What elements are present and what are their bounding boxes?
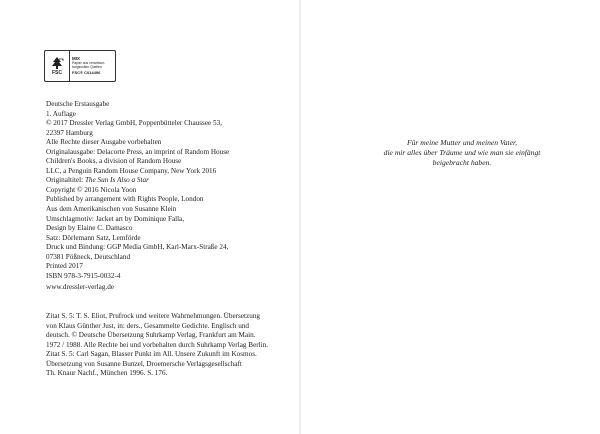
imprint-line: Design by Elaine C. Damasco [46,224,133,233]
original-title-line [46,176,286,186]
imprint-line: 1. Auflage [46,109,76,118]
imprint-line: Satz: Dörlemann Satz, Lemförde [46,233,141,242]
imprint-line: Originalausgabe: Delacorte Press, an imprint of Random House [46,147,230,156]
quote-credit-line: Th. Knaur Nachf., München 1996. S. 176. [46,369,168,378]
fsc-line-2: tungsvollen Quellen [72,64,102,69]
dedication [362,138,562,167]
dedication-line: beigebracht haben. [432,157,492,167]
quote-credit-line: 1972 / 1988. Alle Rechte bei und vorbehalten durch Suhrkamp Verlag Berlin. [46,340,269,349]
quote-credit-line: von Klaus Günther Just, in: ders., Gesammelte Gedichte. Englisch und [46,321,250,330]
fsc-mix-label: MIX [72,56,81,62]
imprint-line: 07381 Pößneck, Deutschland [46,252,131,261]
original-title-label: Originaltitel: [46,176,85,185]
fsc-brand: FSC [52,70,62,76]
imprint-line: Copyright © 2016 Nicola Yoon [46,185,137,194]
imprint-line: Druck und Bindung: GGP Media GmbH, Karl-Marx-Straße 24, [46,243,229,252]
fsc-label-block [70,51,115,81]
quote-credits-block [46,312,286,379]
dedication-line: die mir alles über Träume und wie man sie einfängt [383,147,541,157]
page-gutter [299,0,301,434]
quote-credit-line: Zitat S. 5: T. S. Eliot, Prufrock und weitere Wahrnehmungen. Übersetzung [46,312,261,320]
fsc-logo [44,50,116,82]
imprint-line: Aus dem Amerikanischen von Susanne Klein [46,205,177,214]
imprint-line: Alle Rechte dieser Ausgabe vorbehalten [46,138,162,147]
imprint-block [46,100,286,281]
imprint-line: © 2017 Dressler Verlag GmbH, Poppenbütteler Chaussee 53, [46,119,222,128]
imprint-line: Printed 2017 [46,262,83,271]
quote-credit-line: Übersetzung von Susanne Bunzel, Droemersche Verlagsgesellschaft [46,359,242,368]
original-title: The Sun Is Also a Star [84,176,149,185]
fsc-tree-icon [45,51,70,81]
imprint-line: Umschlagmotiv: Jacket art by Dominique Falla, [46,214,185,223]
imprint-line: ISBN 978-3-7915-0032-4 [46,271,121,280]
imprint-line: Published by arrangement with Rights People, London [46,195,204,204]
imprint-line: Deutsche Erstausgabe [46,100,110,108]
imprint-line: 22397 Hamburg [46,128,93,137]
quote-credit-line: deutsch. © Deutsche Übersetzung Suhrkamp Verlag, Frankfurt am Main. [46,331,256,340]
imprint-line: LLC, a Penguin Random House Company, New York 2016 [46,166,217,175]
fsc-line-1: Papier aus verantwor- [72,61,106,66]
quote-credit-line: Zitat S. 5: Carl Sagan, Blasser Punkt im All. Unsere Zukunft im Kosmos. [46,350,257,359]
publisher-website: www.dressler-verlag.de [46,283,115,291]
imprint-line: Children's Books, a division of Random House [46,157,182,166]
dedication-line: Für meine Mutter und meinen Vater, [406,138,518,147]
fsc-code: FSC® C014496 [72,69,101,75]
